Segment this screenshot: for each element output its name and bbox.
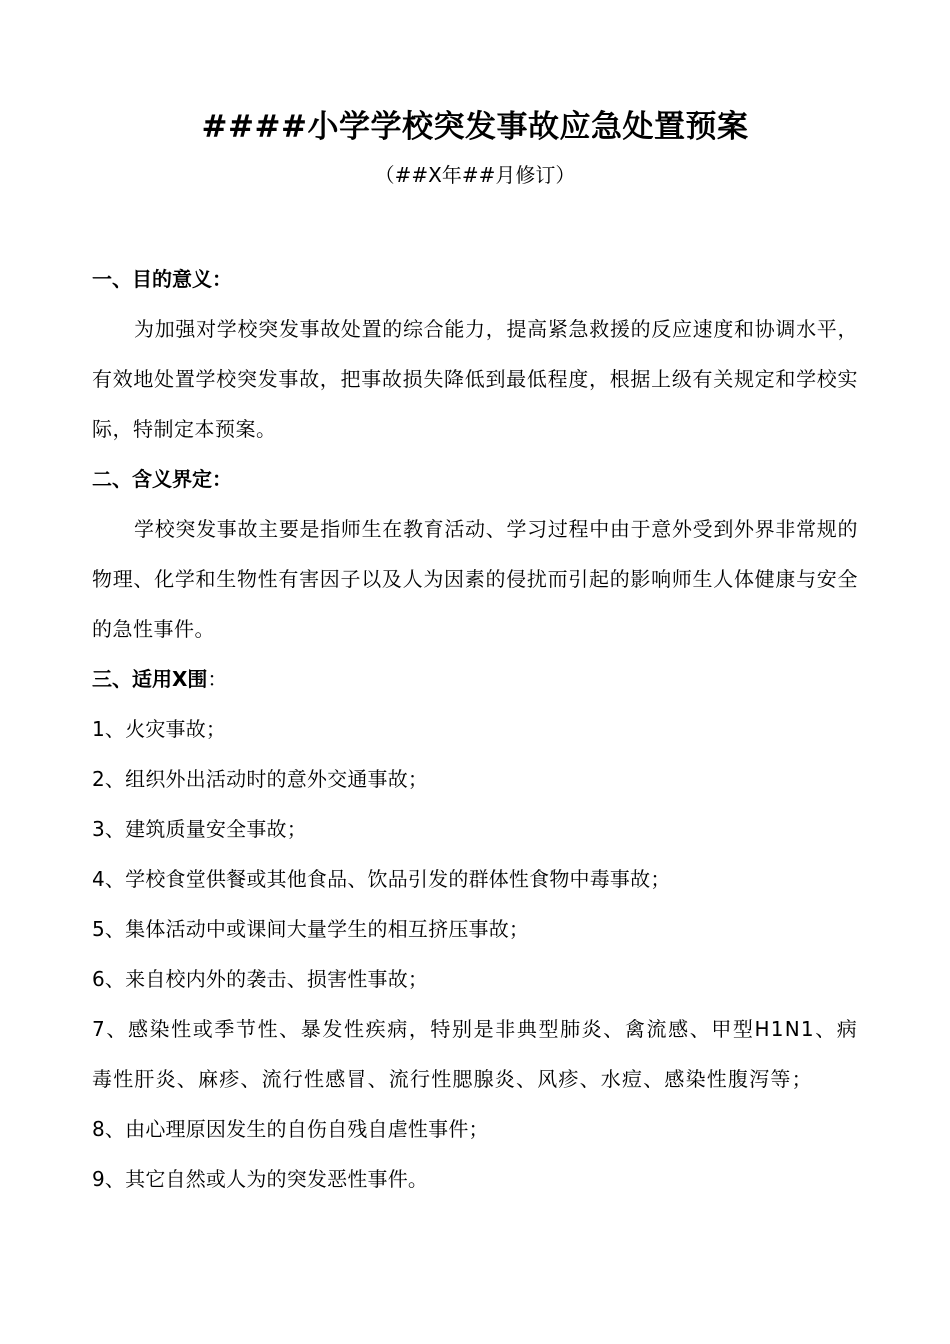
list-item: 2、组织外出活动时的意外交通事故； [92,767,429,791]
section-paragraph-purpose: 为加强对学校突发事故处置的综合能力，提高紧急救援的反应速度和协调水平，有效地处置学校突发事故，把事故损失降低到最低程度，根据上级有关规定和学校实际，特制定本预案。 [92,317,858,441]
section-heading-purpose: 一、目的意义： [92,267,232,291]
section-heading-definition: 二、含义界定： [92,467,232,491]
list-item: 7、感染性或季节性、暴发性疾病，特别是非典型肺炎、禽流感、甲型H1N1、病毒性肝炎、麻疹、流行性感冒、流行性腮腺炎、风疹、水痘、感染性腹泻等； [92,1017,858,1091]
section-heading-scope-text: 三、适用X围 [92,667,208,691]
section-paragraph-definition: 学校突发事故主要是指师生在教育活动、学习过程中由于意外受到外界非常规的物理、化学和生物性有害因子以及人为因素的侵扰而引起的影响师生人体健康与安全的急性事件。 [92,517,858,641]
document-body [92,254,858,1204]
list-item: 4、学校食堂供餐或其他食品、饮品引发的群体性食物中毒事故； [92,867,671,891]
document-subtitle: （##X年##月修订） [374,163,576,187]
section-heading-scope [92,654,858,704]
list-item: 8、由心理原因发生的自伤自残自虐性事件； [92,1117,489,1141]
section-heading-scope-colon: ： [207,667,228,691]
list-item: 5、集体活动中或课间大量学生的相互挤压事故； [92,917,530,941]
list-item: 1、火灾事故； [92,717,227,741]
list-item: 3、建筑质量安全事故； [92,817,307,841]
list-item: 6、来自校内外的袭击、损害性事故； [92,967,429,991]
list-item: 9、其它自然或人为的突发恶性事件。 [92,1167,429,1191]
document-title: ####小学学校突发事故应急处置预案 [201,109,749,145]
